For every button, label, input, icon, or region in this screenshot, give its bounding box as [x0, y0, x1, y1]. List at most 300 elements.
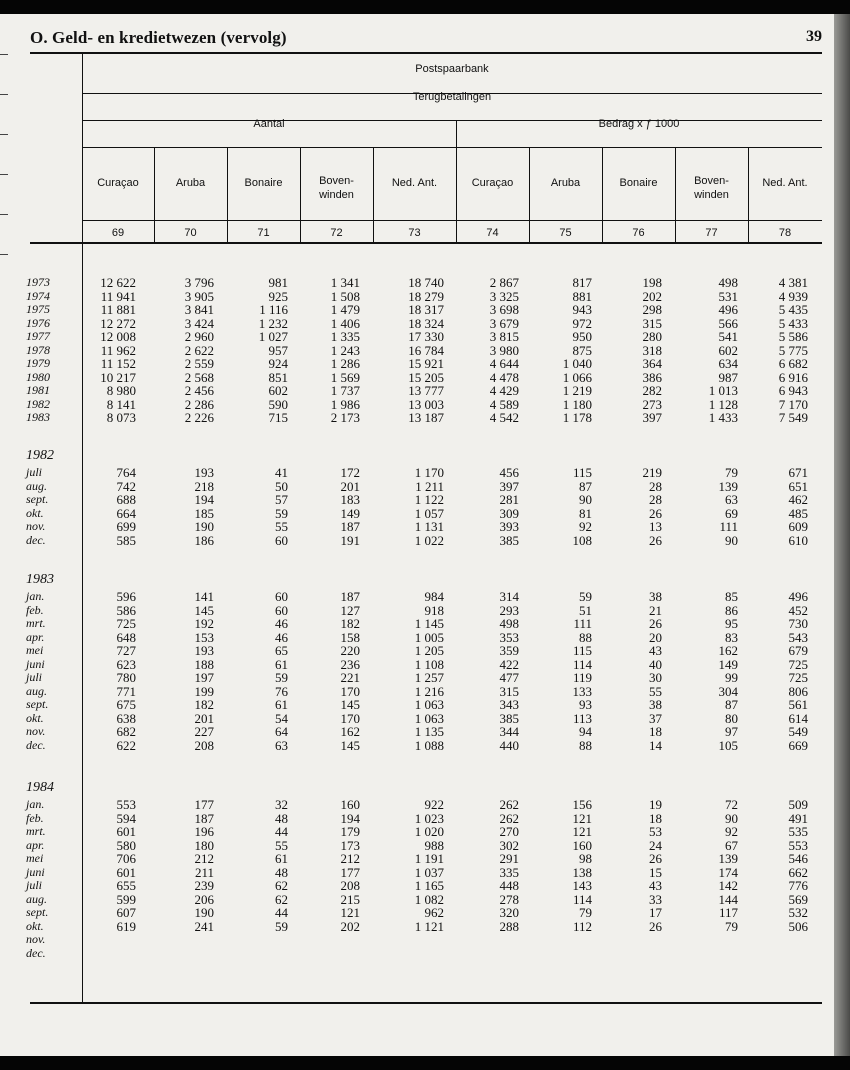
table-cell: 725 [116, 616, 136, 631]
table-cell: 10 217 [100, 369, 136, 385]
header-terugbetalingen: Terugbetalingen [412, 91, 492, 103]
table-cell: 491 [788, 810, 808, 826]
table-cell: 806 [788, 683, 808, 699]
table-cell: 61 [275, 697, 288, 712]
table-cell: 55 [275, 519, 288, 534]
data-group [643, 276, 663, 425]
row-label: feb. [26, 810, 44, 825]
page-title: O. Geld- en kredietwezen (vervolg) [30, 28, 287, 47]
row-label: feb. [26, 602, 44, 617]
table-cell: 117 [718, 905, 738, 920]
table-cell: 4 478 [489, 369, 519, 385]
table-cell: 506 [788, 918, 808, 934]
table-cell: 962 [424, 905, 444, 920]
table-cell: 160 [340, 797, 360, 812]
row-label: 1975 [26, 302, 50, 316]
data-group [259, 276, 288, 425]
table-cell: 8 980 [106, 383, 136, 398]
table-cell: 343 [499, 697, 519, 712]
table-cell: 614 [788, 710, 808, 726]
table-cell: 1 257 [414, 670, 444, 685]
table-cell: 112 [572, 918, 592, 934]
row-label: dec. [26, 945, 46, 960]
data-group [500, 798, 520, 933]
table-cell: 1 022 [414, 532, 444, 548]
table-cell: 5 586 [778, 329, 808, 344]
table-cell: 4 644 [489, 356, 519, 371]
table-cell: 596 [116, 589, 136, 604]
table-cell: 943 [572, 302, 592, 317]
column-header-76 [602, 176, 675, 190]
table-cell: 1 243 [330, 342, 360, 358]
column-header-line: winden [694, 189, 729, 201]
table-cell: 655 [116, 878, 136, 893]
table-cell: 50 [275, 478, 288, 494]
column-header-73 [373, 176, 456, 190]
column-header-78 [748, 176, 822, 190]
table-cell: 69 [725, 505, 738, 521]
table-cell: 4 429 [489, 383, 519, 398]
table-cell: 1 216 [414, 683, 444, 699]
table-cell: 3 815 [489, 329, 519, 344]
row-label: sept. [26, 697, 49, 711]
row-label: 1978 [26, 342, 50, 357]
table-cell: 220 [340, 643, 360, 658]
table-cell: 397 [642, 410, 662, 425]
table-cell: 586 [116, 602, 136, 618]
table-cell: 37 [649, 710, 662, 726]
column-header-line: Bonaire [244, 177, 283, 189]
table-cell: 498 [718, 275, 738, 290]
table-cell: 1 737 [330, 383, 360, 398]
table-cell: 241 [194, 918, 214, 934]
table-cell: 3 980 [489, 342, 519, 358]
table-cell: 26 [649, 918, 662, 934]
table-cell: 623 [116, 656, 136, 672]
table-cell: 2 960 [184, 329, 214, 344]
table-cell: 3 796 [184, 275, 214, 290]
table-cell: 456 [499, 465, 519, 480]
table-cell: 191 [340, 532, 360, 548]
table-cell: 634 [718, 356, 738, 371]
table-cell: 44 [275, 905, 288, 920]
table-cell: 81 [579, 505, 592, 521]
table-cell: 599 [116, 891, 136, 907]
row-label: juni [26, 864, 45, 879]
table-cell: 26 [649, 616, 662, 631]
table-cell: 144 [718, 891, 738, 907]
table-cell: 2 286 [184, 396, 214, 412]
data-group [573, 466, 593, 547]
table-cell: 145 [340, 737, 360, 753]
table-cell: 60 [275, 589, 288, 604]
table-cell: 278 [499, 891, 519, 907]
table-cell: 215 [340, 891, 360, 907]
column-header-line: Curaçao [471, 177, 514, 189]
row-label: sept. [26, 492, 49, 506]
table-cell: 1 037 [414, 864, 444, 880]
table-cell: 2 867 [489, 275, 519, 290]
table-cell: 187 [340, 519, 360, 534]
table-cell: 87 [725, 697, 738, 712]
table-cell: 335 [499, 864, 519, 880]
column-number-74: 74 [486, 227, 499, 239]
table-cell: 1 027 [258, 329, 288, 344]
table-cell: 925 [268, 288, 288, 304]
table-cell: 13 187 [408, 410, 444, 425]
row-label: 1979 [26, 356, 50, 370]
table-cell: 13 003 [408, 396, 444, 412]
column-header-71 [227, 176, 300, 190]
table-cell: 1 020 [414, 824, 444, 839]
table-cell: 21 [649, 602, 662, 618]
table-cell: 6 943 [778, 383, 808, 398]
table-cell: 218 [194, 478, 214, 494]
data-group [719, 466, 739, 547]
table-cell: 304 [718, 683, 738, 699]
column-header-72 [300, 174, 373, 202]
table-cell: 318 [642, 342, 662, 358]
table-cell: 193 [194, 465, 214, 480]
table-cell: 298 [642, 302, 662, 317]
table-cell: 26 [649, 505, 662, 521]
row-label: dec. [26, 737, 46, 752]
table-cell: 742 [116, 478, 136, 494]
table-cell: 133 [572, 683, 592, 699]
table-cell: 18 740 [408, 275, 444, 290]
label-column-divider [82, 54, 83, 1002]
table-cell: 99 [725, 670, 738, 685]
table-cell: 196 [194, 824, 214, 839]
column-number-77: 77 [705, 227, 718, 239]
table-cell: 1 013 [708, 383, 738, 398]
table-cell: 16 784 [408, 342, 444, 358]
table-cell: 531 [718, 288, 738, 304]
table-cell: 679 [788, 643, 808, 658]
column-header-line: Ned. Ant. [762, 177, 808, 189]
row-label: okt. [26, 710, 44, 725]
row-label: 1977 [26, 329, 50, 343]
data-group [195, 466, 215, 547]
table-cell: 94 [579, 724, 592, 739]
data-group [779, 276, 808, 425]
table-cell: 462 [788, 492, 808, 507]
table-cell: 546 [788, 851, 808, 866]
table-cell: 33 [649, 891, 662, 907]
table-cell: 17 [649, 905, 662, 920]
table-cell: 7 549 [778, 410, 808, 425]
table-cell: 320 [499, 905, 519, 920]
table-bottom-rule [30, 1002, 822, 1004]
data-group [195, 798, 215, 933]
table-cell: 172 [340, 465, 360, 480]
table-cell: 145 [340, 697, 360, 712]
table-cell: 619 [116, 918, 136, 934]
row-label: 1974 [26, 288, 50, 303]
table-cell: 580 [116, 837, 136, 853]
table-cell: 1 433 [708, 410, 738, 425]
table-cell: 11 881 [100, 302, 136, 317]
data-group [573, 798, 593, 933]
table-cell: 201 [340, 478, 360, 494]
table-cell: 7 170 [778, 396, 808, 412]
row-label: sept. [26, 905, 49, 919]
row-label: 1980 [26, 369, 50, 384]
column-number-69: 69 [111, 227, 125, 239]
table-cell: 1 165 [414, 878, 444, 893]
table-cell: 1 066 [562, 369, 592, 385]
table-cell: 353 [499, 629, 519, 645]
column-header-line: Aruba [550, 177, 581, 189]
column-header-69 [82, 176, 154, 190]
table-cell: 1 232 [258, 315, 288, 331]
table-cell: 41 [275, 465, 288, 480]
table-cell: 18 [649, 810, 662, 826]
table-cell: 5 433 [778, 315, 808, 331]
table-cell: 8 073 [106, 410, 136, 425]
table-cell: 227 [194, 724, 214, 739]
row-label: 1976 [26, 315, 50, 330]
table-cell: 187 [194, 810, 214, 826]
table-cell: 53 [649, 824, 662, 839]
table-cell: 1 088 [414, 737, 444, 753]
table-cell: 1 082 [414, 891, 444, 907]
table-cell: 594 [116, 810, 136, 826]
table-cell: 662 [788, 864, 808, 880]
table-cell: 12 008 [100, 329, 136, 344]
row-label: juli [26, 670, 43, 684]
table-cell: 984 [424, 589, 444, 604]
table-cell: 115 [572, 465, 592, 480]
table-cell: 153 [194, 629, 214, 645]
table-cell: 201 [194, 710, 214, 726]
table-cell: 569 [788, 891, 808, 907]
table-cell: 149 [718, 656, 738, 672]
table-cell: 79 [579, 905, 592, 920]
table-cell: 62 [275, 891, 288, 907]
data-group [500, 466, 520, 547]
table-cell: 385 [499, 710, 519, 726]
table-cell: 981 [268, 275, 288, 290]
table-cell: 585 [116, 532, 136, 548]
table-cell: 156 [572, 797, 592, 812]
table-cell: 607 [116, 905, 136, 920]
table-cell: 44 [275, 824, 288, 839]
table-cell: 11 152 [100, 356, 136, 371]
table-cell: 76 [275, 683, 288, 699]
table-cell: 602 [268, 383, 288, 398]
table-cell: 706 [116, 851, 136, 866]
row-label: okt. [26, 918, 44, 933]
data-group [563, 276, 592, 425]
table-cell: 1 122 [414, 492, 444, 507]
data-group [490, 276, 519, 425]
table-cell: 1 116 [259, 302, 288, 317]
table-cell: 170 [340, 683, 360, 699]
table-cell: 208 [194, 737, 214, 753]
table-cell: 2 226 [184, 410, 214, 425]
table-cell: 24 [649, 837, 662, 853]
table-cell: 11 941 [100, 288, 136, 304]
table-cell: 221 [340, 670, 360, 685]
table-cell: 496 [718, 302, 738, 317]
table-cell: 4 589 [489, 396, 519, 412]
table-cell: 610 [788, 532, 808, 548]
row-label: aug. [26, 891, 47, 906]
table-cell: 14 [649, 737, 662, 753]
table-cell: 32 [275, 797, 288, 812]
table-cell: 18 324 [408, 315, 444, 331]
table-cell: 270 [499, 824, 519, 839]
group-heading: 1983 [26, 572, 54, 587]
row-label: juli [26, 465, 43, 479]
table-cell: 561 [788, 697, 808, 712]
row-label: mei [26, 851, 44, 865]
table-cell: 182 [194, 697, 214, 712]
data-group [341, 798, 361, 933]
table-cell: 145 [194, 602, 214, 618]
table-cell: 59 [275, 670, 288, 685]
table-cell: 3 698 [489, 302, 519, 317]
table-cell: 192 [194, 616, 214, 631]
table-cell: 59 [275, 505, 288, 521]
table-cell: 485 [788, 505, 808, 521]
table-cell: 609 [788, 519, 808, 534]
table-cell: 28 [649, 492, 662, 507]
data-group [195, 590, 215, 752]
table-cell: 48 [275, 810, 288, 826]
row-label: apr. [26, 629, 45, 644]
table-cell: 851 [268, 369, 288, 385]
table-cell: 30 [649, 670, 662, 685]
row-label: dec. [26, 532, 46, 547]
table-cell: 59 [275, 918, 288, 934]
table-cell: 83 [725, 629, 738, 645]
table-cell: 179 [340, 824, 360, 839]
table-cell: 725 [788, 670, 808, 685]
table-cell: 1 986 [330, 396, 360, 412]
table-cell: 675 [116, 697, 136, 712]
table-cell: 188 [194, 656, 214, 672]
table-cell: 288 [499, 918, 519, 934]
table-cell: 6 682 [778, 356, 808, 371]
table-cell: 57 [275, 492, 288, 507]
table-cell: 87 [579, 478, 592, 494]
table-cell: 26 [649, 851, 662, 866]
table-cell: 43 [649, 643, 662, 658]
table-cell: 2 456 [184, 383, 214, 398]
table-cell: 199 [194, 683, 214, 699]
column-number-73: 73 [408, 227, 421, 239]
table-cell: 1 108 [414, 656, 444, 672]
table-cell: 121 [572, 810, 592, 826]
table-cell: 48 [275, 864, 288, 880]
table-cell: 64 [275, 724, 288, 739]
data-group [415, 590, 444, 752]
table-cell: 776 [788, 878, 808, 893]
data-group [117, 590, 137, 752]
table-cell: 93 [579, 697, 592, 712]
table-cell: 65 [275, 643, 288, 658]
table-cell: 3 424 [184, 315, 214, 331]
table-cell: 160 [572, 837, 592, 853]
table-cell: 315 [642, 315, 662, 331]
table-cell: 190 [194, 519, 214, 534]
table-cell: 1 170 [414, 465, 444, 480]
table-cell: 170 [340, 710, 360, 726]
table-cell: 80 [725, 710, 738, 726]
row-label: jan. [26, 589, 45, 603]
table-cell: 72 [725, 797, 738, 812]
table-cell: 1 005 [414, 629, 444, 645]
table-cell: 174 [718, 864, 738, 880]
table-cell: 1 063 [414, 697, 444, 712]
table-cell: 162 [718, 643, 738, 658]
table-cell: 182 [340, 616, 360, 631]
table-cell: 15 205 [408, 369, 444, 385]
table-cell: 95 [725, 616, 738, 631]
data-group [719, 590, 739, 752]
table-cell: 127 [340, 602, 360, 618]
table-cell: 202 [340, 918, 360, 934]
data-group [185, 276, 214, 425]
table-cell: 67 [725, 837, 738, 853]
table-cell: 282 [642, 383, 662, 398]
row-label: jan. [26, 797, 45, 811]
table-cell: 90 [579, 492, 592, 507]
table-cell: 509 [788, 797, 808, 812]
data-group [415, 798, 444, 933]
table-cell: 922 [424, 797, 444, 812]
table-cell: 139 [718, 851, 738, 866]
data-group [100, 276, 136, 425]
table-cell: 1 341 [330, 275, 360, 290]
row-label-group [26, 570, 54, 752]
column-number-72: 72 [330, 227, 343, 239]
table-cell: 344 [499, 724, 519, 739]
table-cell: 79 [725, 465, 738, 480]
header-postspaarbank: Postspaarbank [415, 63, 489, 75]
table-cell: 6 916 [778, 369, 808, 385]
table-cell: 1 219 [562, 383, 592, 398]
table-cell: 38 [649, 589, 662, 604]
table-cell: 197 [194, 670, 214, 685]
table-cell: 764 [116, 465, 136, 480]
table-cell: 496 [788, 589, 808, 604]
table-cell: 18 279 [408, 288, 444, 304]
table-cell: 651 [788, 478, 808, 494]
table-cell: 1 057 [414, 505, 444, 521]
table-cell: 60 [275, 602, 288, 618]
table-cell: 236 [340, 656, 360, 672]
row-label: juli [26, 878, 43, 892]
data-group [573, 590, 593, 752]
column-number-70: 70 [184, 227, 197, 239]
table-cell: 55 [649, 683, 662, 699]
data-group [649, 590, 662, 752]
binding-edge-marks [0, 54, 8, 314]
group-heading: 1982 [26, 448, 54, 463]
table-cell: 92 [725, 824, 738, 839]
page-edge-shadow [834, 14, 850, 1056]
table-cell: 601 [116, 864, 136, 880]
table-cell: 364 [642, 356, 662, 371]
row-label: mrt. [26, 616, 46, 630]
table-cell: 671 [788, 465, 808, 480]
table-cell: 602 [718, 342, 738, 358]
table-cell: 2 173 [330, 410, 360, 425]
column-header-line: Boven- [319, 175, 354, 187]
